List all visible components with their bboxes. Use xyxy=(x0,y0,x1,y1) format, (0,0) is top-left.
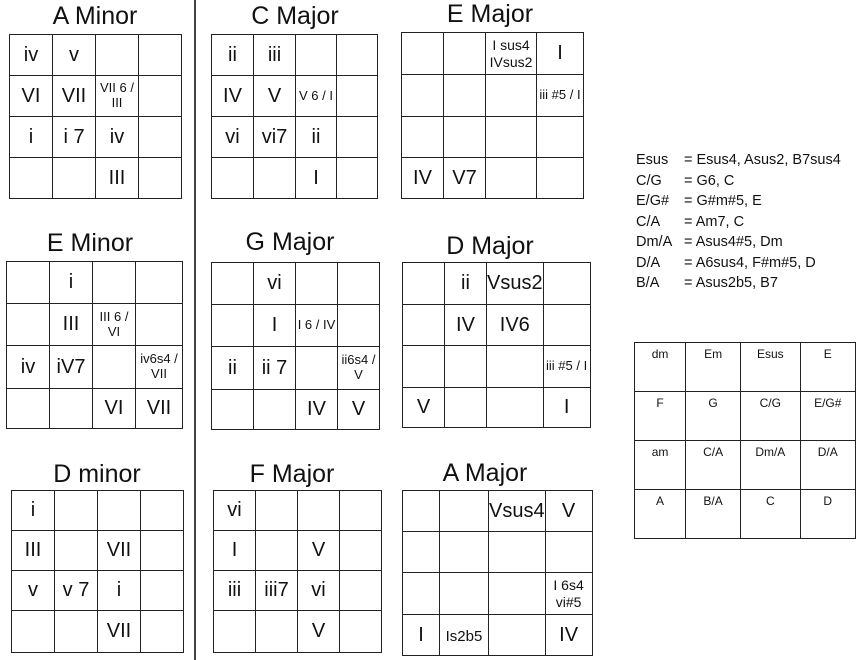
cell: V xyxy=(298,611,340,653)
grid-d-major xyxy=(402,262,591,428)
cell: I xyxy=(537,33,584,75)
cell-text: I sus4 IVsus2 xyxy=(489,37,533,70)
cell: III xyxy=(96,158,139,199)
cell xyxy=(296,35,337,76)
key-title-e-major: E Major xyxy=(446,0,534,28)
vertical-divider xyxy=(194,0,196,660)
legend-row xyxy=(636,273,841,294)
legend-row xyxy=(636,150,841,171)
cell xyxy=(340,611,382,653)
legend-value: = Asus4#5, Dm xyxy=(684,234,783,250)
cell xyxy=(486,75,537,117)
cell: iv xyxy=(10,35,53,76)
chord-cell: E xyxy=(800,343,855,392)
cell xyxy=(53,158,96,199)
cell xyxy=(403,491,440,532)
cell: v 7 xyxy=(55,571,98,611)
cell xyxy=(139,35,182,76)
cell xyxy=(296,263,338,305)
cell: i 7 xyxy=(53,117,96,158)
cell: IV xyxy=(445,305,487,346)
chord-cell: A xyxy=(635,490,686,539)
cell xyxy=(55,491,98,531)
cell: IV xyxy=(545,615,592,656)
cell: IV xyxy=(402,158,444,199)
cell xyxy=(403,573,440,615)
cell: ii xyxy=(212,347,254,390)
cell xyxy=(545,532,592,573)
cell xyxy=(543,346,590,388)
chord-cell: am xyxy=(635,441,686,490)
cell: ii xyxy=(212,35,254,76)
cell: iii xyxy=(214,571,256,611)
legend-key: Dm/A xyxy=(636,234,673,250)
key-title-f-major: F Major xyxy=(249,460,335,488)
cell xyxy=(440,491,489,532)
cell: III xyxy=(12,531,55,571)
cell: i xyxy=(50,262,93,304)
grid-c-major xyxy=(211,34,378,199)
cell xyxy=(50,389,93,429)
cell xyxy=(444,75,486,117)
cell: iii7 xyxy=(256,571,298,611)
cell xyxy=(487,346,544,388)
legend-value: = Asus2b5, B7 xyxy=(684,275,778,291)
cell: VII xyxy=(53,76,96,117)
legend-key: E/G# xyxy=(636,193,670,209)
cell xyxy=(337,76,378,117)
cell xyxy=(212,390,254,430)
legend-row xyxy=(636,212,841,233)
cell: vi7 xyxy=(254,117,296,158)
cell xyxy=(296,305,338,347)
cell xyxy=(296,76,337,117)
cell xyxy=(7,389,50,429)
cell: v xyxy=(53,35,96,76)
cell: i xyxy=(10,117,53,158)
cell xyxy=(338,263,380,305)
cell xyxy=(96,76,139,117)
cell xyxy=(440,532,489,573)
cell xyxy=(545,573,592,615)
cell: VII xyxy=(98,531,141,571)
cell xyxy=(141,611,184,653)
grid-f-major xyxy=(213,490,382,653)
cell-text: V 6 / I xyxy=(299,87,333,103)
legend-key: Esus xyxy=(636,152,669,168)
cell xyxy=(141,491,184,531)
cell xyxy=(254,390,296,430)
cell xyxy=(340,531,382,571)
cell xyxy=(489,573,546,615)
cell: vi xyxy=(212,117,254,158)
key-title-d-major: D Major xyxy=(446,232,534,260)
grid-a-minor xyxy=(9,34,182,199)
cell xyxy=(403,532,440,573)
cell xyxy=(537,158,584,199)
cell xyxy=(214,611,256,653)
cell xyxy=(136,304,183,346)
legend-value: = G#m#5, E xyxy=(684,193,762,209)
chord-cell: B/A xyxy=(686,490,741,539)
cell xyxy=(537,75,584,117)
cell: vi xyxy=(254,263,296,305)
cell: Vsus4 xyxy=(489,491,546,532)
grid-e-minor xyxy=(6,261,183,429)
cell: vi xyxy=(298,571,340,611)
legend-row xyxy=(636,191,841,212)
legend-key: D/A xyxy=(636,254,661,271)
grid-g-major xyxy=(211,262,380,430)
cell xyxy=(486,158,537,199)
cell: V xyxy=(338,390,380,430)
cell xyxy=(402,33,444,75)
legend-value: = G6, C xyxy=(684,172,735,189)
cell: IV xyxy=(212,76,254,117)
cell: V xyxy=(545,491,592,532)
cell: VII xyxy=(136,389,183,429)
cell xyxy=(212,158,254,199)
cell: ii xyxy=(296,117,337,158)
cell xyxy=(445,388,487,428)
cell xyxy=(10,158,53,199)
cell: I xyxy=(543,388,590,428)
cell xyxy=(141,531,184,571)
cell xyxy=(12,611,55,653)
chord-legend xyxy=(636,150,841,294)
cell xyxy=(256,491,298,531)
cell xyxy=(403,305,445,346)
cell: V7 xyxy=(444,158,486,199)
cell xyxy=(139,76,182,117)
cell xyxy=(136,346,183,389)
cell xyxy=(139,117,182,158)
cell: I xyxy=(254,305,296,347)
chord-cell: D/A xyxy=(800,441,855,490)
cell xyxy=(337,35,378,76)
cell xyxy=(486,33,537,75)
chord-cell: dm xyxy=(635,343,686,392)
key-title-a-major: A Major xyxy=(442,459,528,487)
chord-cell: C/G xyxy=(741,392,800,441)
cell xyxy=(212,305,254,347)
cell xyxy=(444,117,486,158)
chord-cell: Em xyxy=(686,343,741,392)
cell xyxy=(486,117,537,158)
cell xyxy=(7,304,50,346)
cell: IV6 xyxy=(487,305,544,346)
cell xyxy=(338,347,380,390)
cell xyxy=(254,158,296,199)
cell: iv xyxy=(96,117,139,158)
cell xyxy=(93,262,136,304)
cell xyxy=(139,158,182,199)
cell xyxy=(298,491,340,531)
grid-e-major xyxy=(401,32,584,199)
key-title-c-major: C Major xyxy=(251,2,339,30)
cell xyxy=(337,117,378,158)
key-title-e-minor: E Minor xyxy=(46,229,134,257)
legend-value: = Esus4, Asus2, B7sus4 xyxy=(684,152,841,168)
cell-text: iv6s4 / VII xyxy=(140,351,178,381)
chord-cell: Dm/A xyxy=(741,441,800,490)
cell-text: I 6 / IV xyxy=(297,317,336,333)
cell: I xyxy=(403,615,440,656)
cell xyxy=(445,346,487,388)
cell xyxy=(337,158,378,199)
legend-row xyxy=(636,253,841,274)
cell xyxy=(444,33,486,75)
cell: VII xyxy=(98,611,141,653)
cell xyxy=(256,611,298,653)
cell: I xyxy=(296,158,337,199)
cell xyxy=(403,263,445,305)
cell xyxy=(141,571,184,611)
legend-value: = Am7, C xyxy=(684,213,745,230)
cell xyxy=(296,347,338,390)
cell: iv xyxy=(7,346,50,389)
cell: Vsus2 xyxy=(487,263,544,305)
chord-cell: D xyxy=(800,490,855,539)
chord-cell: C xyxy=(741,490,800,539)
cell: ii xyxy=(445,263,487,305)
cell: I xyxy=(214,531,256,571)
cell-text: ii6s4 / V xyxy=(341,352,376,382)
chord-cell: G xyxy=(686,392,741,441)
cell xyxy=(340,571,382,611)
cell xyxy=(440,615,489,656)
cell: VI xyxy=(10,76,53,117)
key-title-d-minor: D minor xyxy=(53,460,141,488)
cell xyxy=(256,531,298,571)
cell xyxy=(98,491,141,531)
cell: iii xyxy=(254,35,296,76)
key-title-g-major: G Major xyxy=(245,228,335,256)
cell-text: VII 6 / III xyxy=(100,80,134,110)
cell xyxy=(440,573,489,615)
cell xyxy=(55,611,98,653)
cell: vi xyxy=(214,491,256,531)
cell-text: iii #5 / I xyxy=(546,358,588,374)
cell: iV7 xyxy=(50,346,93,389)
cell: i xyxy=(12,491,55,531)
grid-d-minor xyxy=(11,490,184,653)
cell: v xyxy=(12,571,55,611)
grid-a-major xyxy=(402,490,593,656)
legend-row xyxy=(636,232,841,253)
chord-cell: E/G# xyxy=(800,392,855,441)
cell-text: III 6 / VI xyxy=(99,308,129,339)
cell: V xyxy=(403,388,445,428)
cell xyxy=(340,491,382,531)
cell: IV xyxy=(296,390,338,430)
cell xyxy=(403,346,445,388)
cell-text: I 6s4 vi#5 xyxy=(553,577,584,610)
cell xyxy=(402,75,444,117)
legend-value: = A6sus4, F#m#5, D xyxy=(684,254,816,271)
cell-text: iii #5 / I xyxy=(539,87,581,103)
cell xyxy=(55,531,98,571)
chord-cell: C/A xyxy=(686,441,741,490)
cell xyxy=(212,263,254,305)
legend-key: C/G xyxy=(636,172,662,189)
cell-text: Is2b5 xyxy=(445,627,483,645)
cell xyxy=(543,263,590,305)
cell xyxy=(543,305,590,346)
legend-row xyxy=(636,171,841,192)
cell: III xyxy=(50,304,93,346)
chord-grid xyxy=(634,342,856,539)
chord-cell: F xyxy=(635,392,686,441)
cell xyxy=(93,304,136,346)
chord-cell: Esus xyxy=(741,343,800,392)
cell xyxy=(136,262,183,304)
cell xyxy=(96,35,139,76)
key-title-a-minor: A Minor xyxy=(52,2,138,30)
cell: ii 7 xyxy=(254,347,296,390)
cell xyxy=(537,117,584,158)
cell xyxy=(402,117,444,158)
cell: VI xyxy=(93,389,136,429)
cell xyxy=(338,305,380,347)
cell xyxy=(489,532,546,573)
cell xyxy=(7,262,50,304)
cell xyxy=(487,388,544,428)
legend-key: C/A xyxy=(636,213,661,230)
legend-key: B/A xyxy=(636,275,660,291)
cell xyxy=(93,346,136,389)
cell: V xyxy=(254,76,296,117)
cell: V xyxy=(298,531,340,571)
cell xyxy=(489,615,546,656)
cell: i xyxy=(98,571,141,611)
